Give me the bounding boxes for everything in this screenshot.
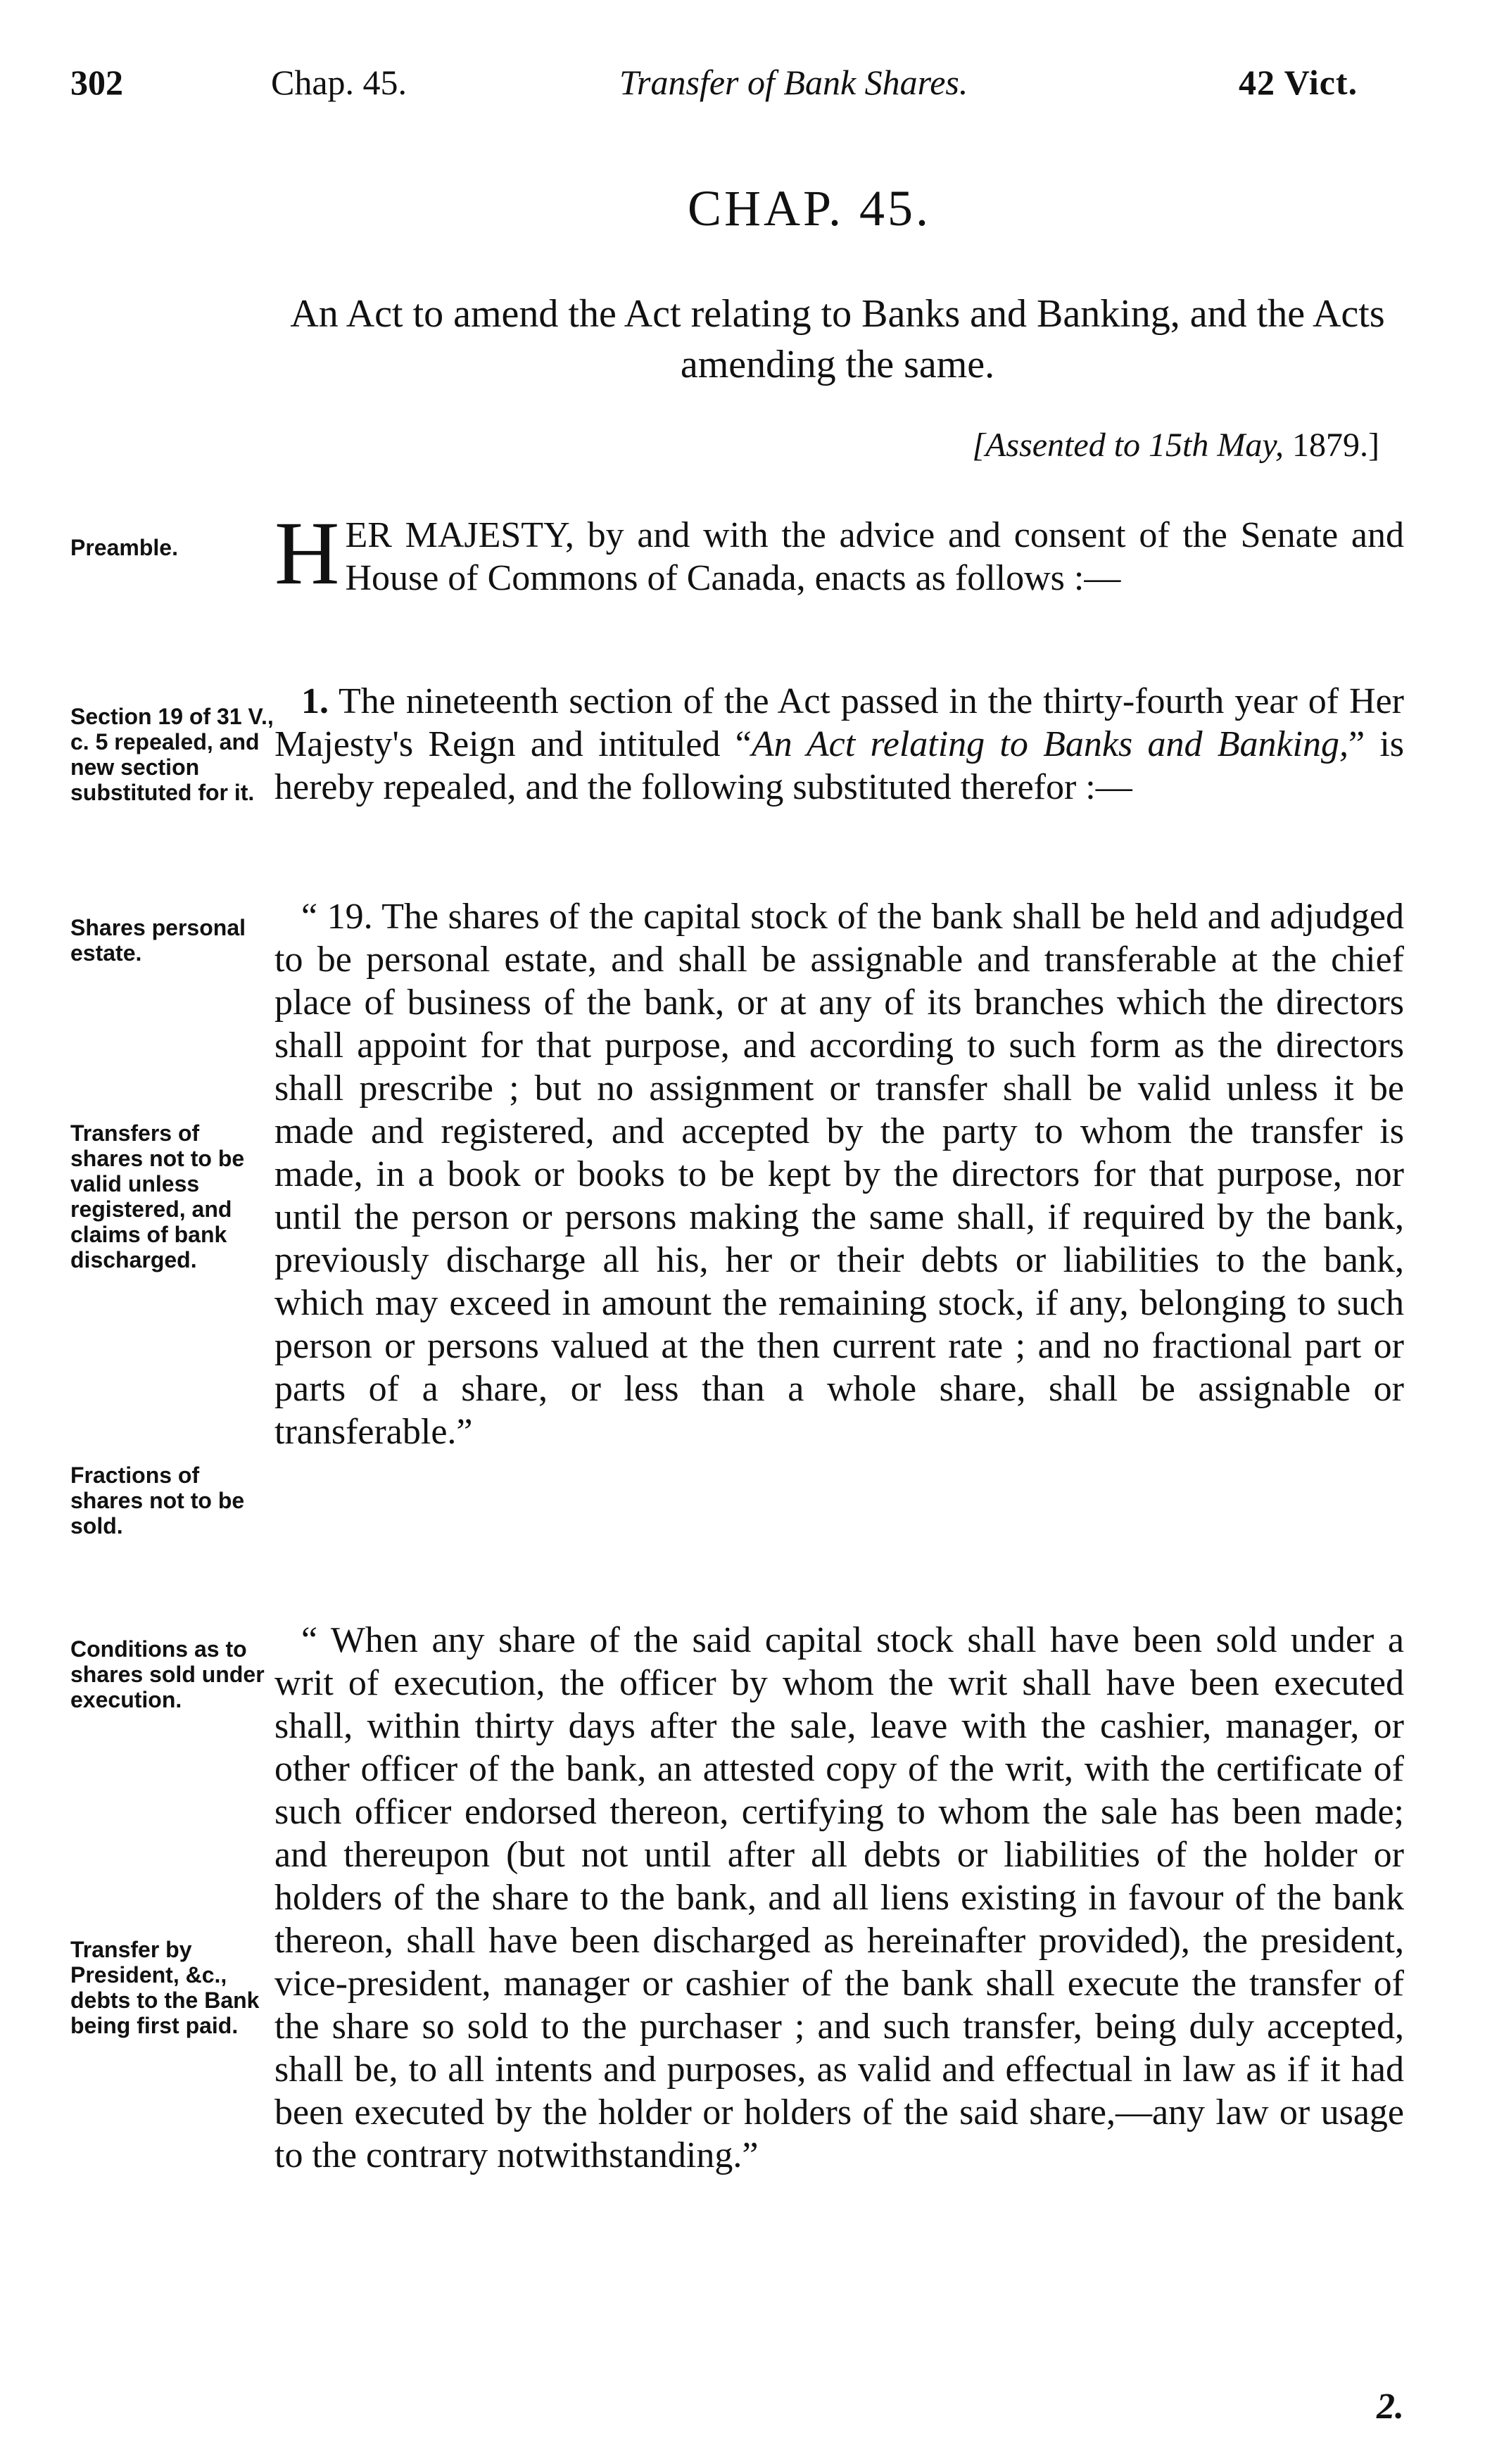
page-number: 302 [70,63,123,102]
section-1-act-name: An Act relating to Banks and Banking, [751,724,1348,764]
header-running-title: Transfer of Bank Shares. [619,63,968,102]
section-19-text: “ 19. The shares of the capital stock of the bank shall be held and adjudged to be personal estate, and shall be assignable and transferable at the chief place of business of the bank, or at any of its branches which the directors shall appoint for that purpose, and according to such form as the directors shall prescribe ; but no assignment or transfer shall be valid unless it be made and registered, and accepted by the party to whom the transfer is made, in a book or books to be kept by the directors for that purpose, nor until the person or persons making the same shall, if required by the bank, previously discharge all his, her or their debts or liabilities to the bank, which may exceed in amount the remaining stock, if any, belonging to such person or persons valued at the then current rate ; and no fractional part or parts of a share, or less than a whole share, shall be assignable or transferable.” [274,897,1404,1452]
execution-paragraph [274,1619,1404,2177]
execution-text: “ When any share of the said capital stock shall have been sold under a writ of execution, the officer by whom the writ shall have been executed shall, within thirty days after the sale, leave with the cashier, manager, or other officer of the bank, an attested copy of the writ, with the certificate of such officer endorsed thereon, certifying to whom the sale has been made; and thereupon (but not until after all debts or liabilities of the holder or holders of the share to the bank, and all liens existing in favour of the bank thereon, shall have been discharged as hereinafter provided), the president, vice-president, manager or cashier of the bank shall execute the transfer of the share so sold to the purchaser ; and such transfer, being duly accepted, shall be, to all intents and purposes, as valid and effectual in law as if it had been executed by the holder or holders of the said share,—any law or usage to the contrary notwithstanding.” [274,1620,1404,2175]
margin-note-transfer-by-president: Transfer by President, &c., debts to the Bank being first paid. [70,1937,260,2038]
chapter-heading: CHAP. 45. [687,180,932,236]
section-1-paragraph [274,680,1404,809]
margin-note-conditions-execution: Conditions as to shares sold under execution. [70,1636,265,1712]
header-regnal-year: 42 Vict. [1239,63,1358,102]
section-19-paragraph [274,895,1404,1453]
margin-note-shares-personal-estate: Shares personal estate. [70,915,246,966]
section-1-number: 1. [301,681,329,721]
section-1-text-b: ” is hereby repealed, and the following substituted therefor :— [274,724,1404,807]
drop-cap: H [274,503,340,603]
catchword: 2. [1377,2387,1404,2427]
margin-note-fractions-of-shares: Fractions of shares not to be sold. [70,1462,245,1539]
running-header [70,62,1408,118]
preamble-paragraph [274,503,1404,603]
header-chapter: Chap. 45. [271,63,407,102]
section-1-text-a: The nineteenth section of the Act passed in the thirty-fourth year of Her Majesty's Reign and intituled “ [274,681,1404,764]
preamble-text: ER MAJESTY, by and with the advice and consent of the Senate and House of Commons of Canada, enacts as follows :— [345,515,1404,598]
assent-prefix: [Assented to 15th May, [972,427,1293,464]
assent-line [972,426,1379,465]
margin-note-transfers-not-valid: Transfers of shares not to be valid unless registered, and claims of bank discharged. [70,1120,245,1272]
assent-year: 1879.] [1292,427,1379,464]
act-title: An Act to amend the Act relating to Banks and Banking, and the Acts amending the same. [290,292,1385,386]
margin-note-section-19-repealed: Section 19 of 31 V., c. 5 repealed, and new section substituted for it. [70,704,274,805]
margin-note-preamble: Preamble. [70,535,178,560]
